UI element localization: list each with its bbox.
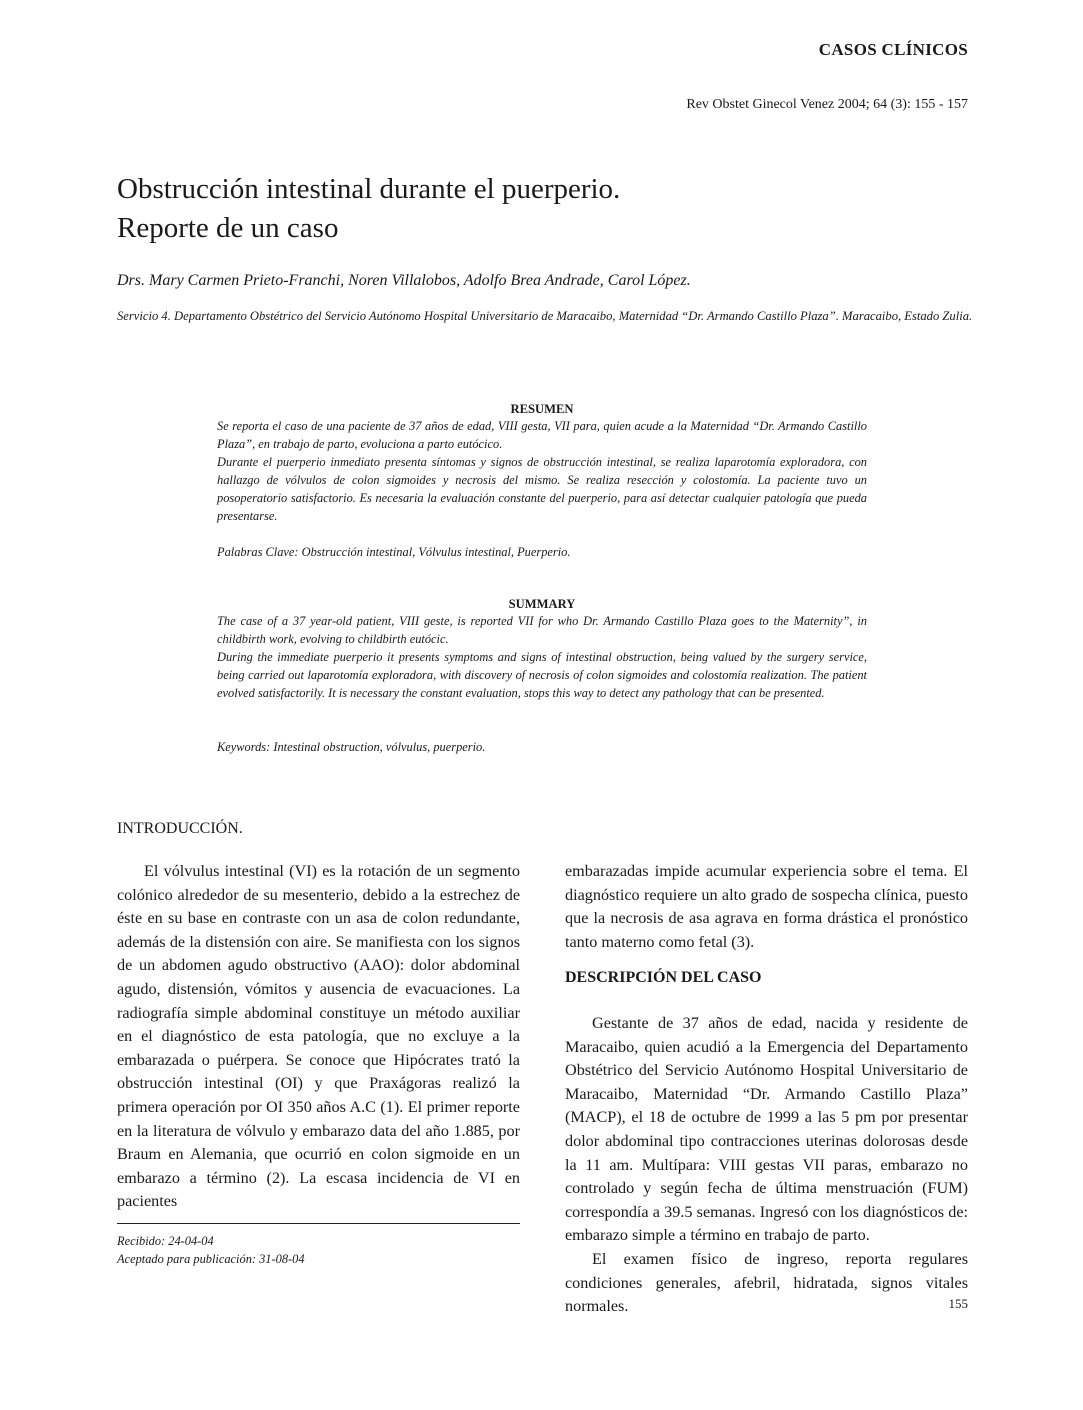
case-column [565,1012,968,1319]
intro-column-right [565,860,968,954]
resumen-keywords: Palabras Clave: Obstrucción intestinal, Vólvulus intestinal, Puerperio. [217,545,571,559]
summary-paragraph: During the immediate puerperio it presents symptoms and signs of intestinal obstruction, being valued by the surgery service, being carried out laparotomía exploradora, with discovery of necrosis of colon sigmoides and colostomía realization. The patient evolved satisfactorily. It is necessary the constant evaluation, stops this way to detect any pathology that can be presented. [217,650,867,700]
summary-keywords: Keywords: Intestinal obstruction, vólvulus, puerperio. [217,740,486,754]
resumen-heading: RESUMEN [510,402,574,416]
affiliation: Servicio 4. Departamento Obstétrico del Servicio Autónomo Hospital Universitario de Maracaibo, Maternidad “Dr. Armando Castillo Plaza”. Maracaibo, Estado Zulia. [117,309,973,323]
summary-block [217,597,867,702]
resumen-paragraph: Se reporta el caso de una paciente de 37 años de edad, VIII gesta, VII para, quien acude a la Maternidad “Dr. Armando Castillo Plaza”, en trabajo de parto, evoluciona a parto eutócico. [217,419,867,451]
body-paragraph: El vólvulus intestinal (VI) es la rotación de un segmento colónico alrededor de su mesenterio, debido a la estrechez de éste en su base en contraste con un asa de colon redundante, además de la distensión con aire. Se manifiesta con los signos de un abdomen agudo obstructivo (AAO): dolor abdominal agudo, distensión, vómitos y ausencia de evacuaciones. La radiografía simple abdominal constituye un método auxiliar en el diagnóstico de esta patología, que no excluye a la embarazada o puérpera. Se conoce que Hipócrates trató la obstrucción intestinal (OI) y que Praxágoras realizó la primera operación por OI 350 años A.C (1). El primer reporte en la literatura de vólvulo y embarazo data del año 1.885, por Braum en Alemania, que ocurrió en colon sigmoide en un embarazo a término (2). La escasa incidencia de VI en pacientes [117,862,520,1211]
title-line-1: Obstrucción intestinal durante el puerperio. [117,173,621,205]
body-paragraph: Gestante de 37 años de edad, nacida y residente de Maracaibo, quien acudió a la Emergencia del Departamento Obstétrico del Servicio Autónomo Hospital Universitario de Maracaibo, Maternidad “Dr. Armando Castillo Plaza” (MACP), el 18 de octubre de 1999 a las 5 pm por presentar dolor abdominal tipo contracciones uterinas dolorosas desde la 11 am. Multípara: VIII gestas VII paras, embarazo no controlado y según fecha de última menstruación (FUM) correspondía a 39.5 semanas. Ingresó con los diagnósticos de: embarazo simple a término en trabajo de parto. [565,1014,968,1245]
intro-heading: INTRODUCCIÓN. [117,820,243,837]
authors: Drs. Mary Carmen Prieto-Franchi, Noren Villalobos, Adolfo Brea Andrade, Carol López. [117,272,691,289]
summary-paragraph: The case of a 37 year-old patient, VIII geste, is reported VII for who Dr. Armando Castillo Plaza goes to the Maternity”, in childbirth work, evolving to childbirth eutócic. [217,614,867,646]
received-date: Recibido: 24-04-04 [117,1234,214,1248]
journal-citation: Rev Obstet Ginecol Venez 2004; 64 (3): 155 - 157 [686,97,968,112]
page-number: 155 [948,1296,968,1311]
body-paragraph: El examen físico de ingreso, reporta regulares condiciones generales, afebril, hidratada, signos vitales normales. [565,1249,968,1316]
footnote-divider [117,1223,520,1224]
section-label: CASOS CLÍNICOS [818,40,968,59]
footnotes [117,1232,305,1268]
resumen-paragraph: Durante el puerperio inmediato presenta síntomas y signos de obstrucción intestinal, se realiza laparotomía exploradora, con hallazgo de vólvulos de colon sigmoides y necrosis del mismo. Se realiza resección y colostomía. La paciente tuvo un posoperatorio satisfactorio. Es necesaria la evaluación constante del puerperio, para así detectar cualquier patología que pueda presentarse. [217,455,867,523]
body-paragraph: embarazadas impide acumular experiencia sobre el tema. El diagnóstico requiere un alto grado de sospecha clínica, puesto que la necrosis de asa agrava en forma drástica el pronóstico tanto materno como fetal (3). [565,862,968,951]
intro-column-left [117,860,520,1214]
case-heading: DESCRIPCIÓN DEL CASO [565,969,762,986]
title-line-2: Reporte de un caso [117,212,339,244]
resumen-block [217,402,867,525]
article-title [117,170,977,248]
accepted-date: Aceptado para publicación: 31-08-04 [117,1252,305,1266]
summary-heading: SUMMARY [508,597,576,611]
